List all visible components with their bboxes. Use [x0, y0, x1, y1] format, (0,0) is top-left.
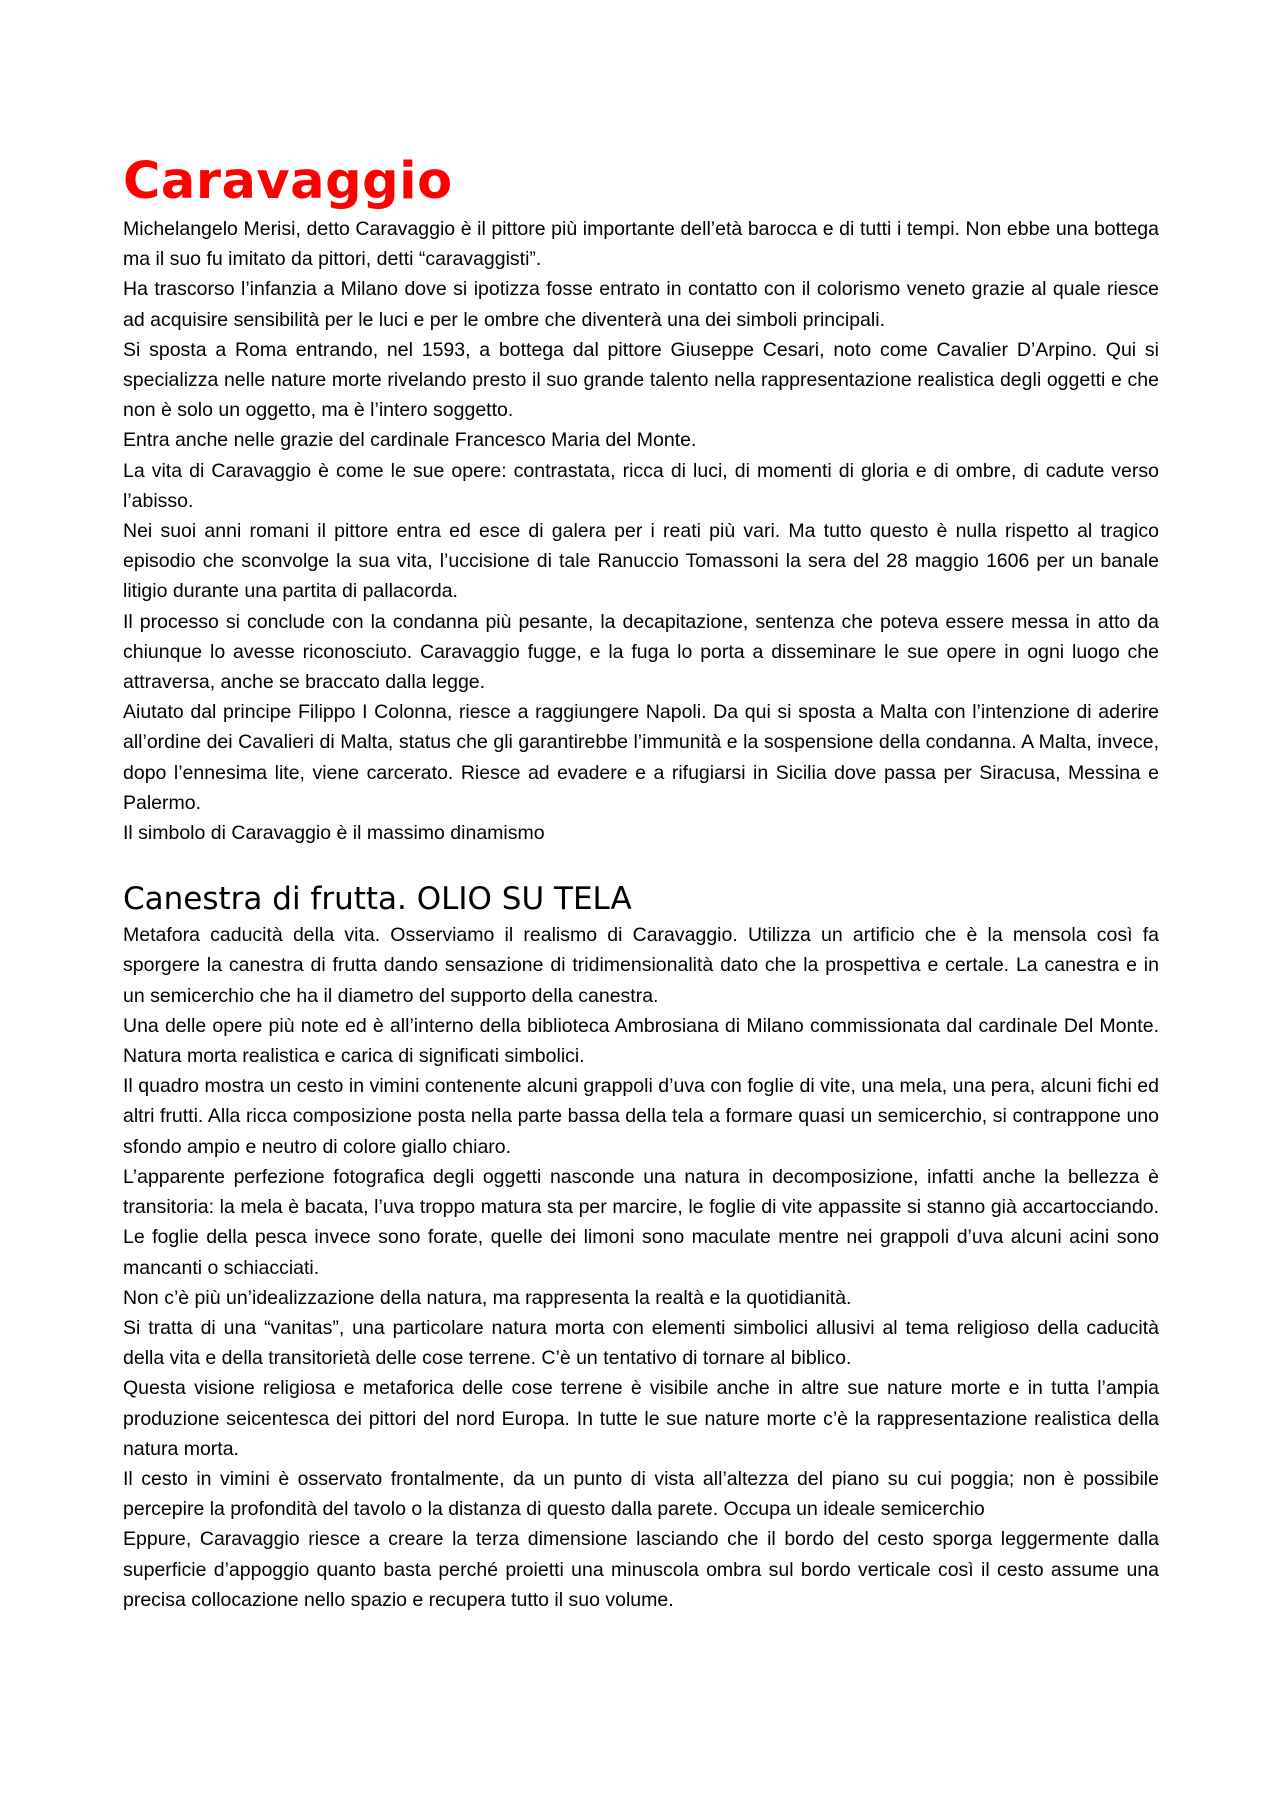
paragraph: Metafora caducità della vita. Osserviamo il realismo di Caravaggio. Utilizza un artificio che è la mensola così fa sporgere la canestra di frutta dando sensazione di tridimensionalità dato che la prospettiva e certale. La canestra e in un semicerchio che ha il diametro del supporto della canestra.: [123, 924, 1159, 1007]
paragraph: Si tratta di una “vanitas”, una particolare natura morta con elementi simbolici allusivi al tema religioso della caducità della vita e della transitorietà delle cose terrene. C’è un tentativo di tornare al biblico.: [123, 1316, 1159, 1370]
paragraph: Entra anche nelle grazie del cardinale Francesco Maria del Monte.: [123, 429, 697, 452]
paragraph: Eppure, Caravaggio riesce a creare la terza dimensione lasciando che il bordo del cesto sporga leggermente dalla superficie d’appoggio quanto basta perché proietti una minuscola ombra sul bordo verticale così il cesto assume una precisa collocazione nello spazio e recupera tutto il suo volume.: [123, 1528, 1159, 1611]
paragraph: Il processo si conclude con la condanna più pesante, la decapitazione, sentenza che poteva essere messa in atto da chiunque lo avesse riconosciuto. Caravaggio fugge, e la fuga lo porta a disseminare le sue opere in ogni luogo che attraversa, anche se braccato dalla legge.: [123, 610, 1159, 694]
paragraph: Non c’è più un’idealizzazione della natura, ma rappresenta la realtà e la quotidianità.: [123, 1286, 852, 1309]
paragraph: L’apparente perfezione fotografica degli oggetti nasconde una natura in decomposizione, infatti anche la bellezza è transitoria: la mela è bacata, l’uva troppo matura sta per marcire, le foglie di vite appassite si stanno già accartocciando. Le foglie della pesca invece sono forate, quelle dei limoni sono maculate mentre nei grappoli d’uva alcuni acini sono mancanti o schiacciati.: [123, 1165, 1159, 1279]
paragraph: Il simbolo di Caravaggio è il massimo dinamismo: [123, 822, 545, 845]
paragraph: Si sposta a Roma entrando, nel 1593, a bottega dal pittore Giuseppe Cesari, noto come Cavalier D’Arpino. Qui si specializza nelle nature morte rivelando presto il suo grande talento nella rappresentazione realistica degli oggetti e che non è solo un oggetto, ma è l’intero soggetto.: [123, 338, 1159, 422]
section-biography: [123, 214, 1159, 848]
section-artwork: [123, 920, 1159, 1615]
paragraph: Michelangelo Merisi, detto Caravaggio è il pittore più importante dell’età barocca e di tutti i tempi. Non ebbe una bottega ma il suo fu imitato da pittori, detti “caravaggisti”.: [123, 218, 1159, 271]
paragraph: Questa visione religiosa e metaforica delle cose terrene è visibile anche in altre sue nature morte e in tutta l’ampia produzione seicentesca dei pittori del nord Europa. In tutte le sue nature morte c’è la rappresentazione realistica della natura morta.: [123, 1377, 1159, 1460]
paragraph: Il quadro mostra un cesto in vimini contenente alcuni grappoli d’uva con foglie di vite, una mela, una pera, alcuni fichi ed altri frutti. Alla ricca composizione posta nella parte bassa della tela a formare quasi un semicerchio, si contrappone uno sfondo ampio e neutro di colore giallo chiaro.: [123, 1075, 1159, 1158]
paragraph: Ha trascorso l’infanzia a Milano dove si ipotizza fosse entrato in contatto con il colorismo veneto grazie al quale riesce ad acquisire sensibilità per le luci e per le ombre che diventerà una dei simboli principali.: [123, 278, 1159, 331]
section-heading: Canestra di frutta. OLIO SU TELA: [123, 881, 632, 918]
paragraph: Il cesto in vimini è osservato frontalmente, da un punto di vista all’altezza del piano su cui poggia; non è possibile percepire la profondità del tavolo o la distanza di questo dalla parete. Occupa un ideale semicerchio: [123, 1467, 1159, 1521]
section-spacer: [123, 848, 1159, 878]
document-title: Caravaggio: [123, 152, 453, 211]
paragraph: Nei suoi anni romani il pittore entra ed esce di galera per i reati più vari. Ma tutto questo è nulla rispetto al tragico episodio che sconvolge la sua vita, l’uccisione di tale Ranuccio Tomassoni la sera del 28 maggio 1606 per un banale litigio durante una partita di pallacorda.: [123, 520, 1159, 603]
paragraph: Aiutato dal principe Filippo I Colonna, riesce a raggiungere Napoli. Da qui si sposta a Malta con l’intenzione di aderire all’ordine dei Cavalieri di Malta, status che gli garantirebbe l’immunità e la sospensione della condanna. A Malta, invece, dopo l’ennesima lite, viene carcerato. Riesce ad evadere e a rifugiarsi in Sicilia dove passa per Siracusa, Messina e Palermo.: [123, 701, 1159, 814]
document-page: [123, 150, 1159, 1615]
paragraph: La vita di Caravaggio è come le sue opere: contrastata, ricca di luci, di momenti di gloria e di ombre, di cadute verso l’abisso.: [123, 459, 1159, 512]
paragraph: Una delle opere più note ed è all’interno della biblioteca Ambrosiana di Milano commissionata dal cardinale Del Monte. Natura morta realistica e carica di significati simbolici.: [123, 1014, 1159, 1068]
